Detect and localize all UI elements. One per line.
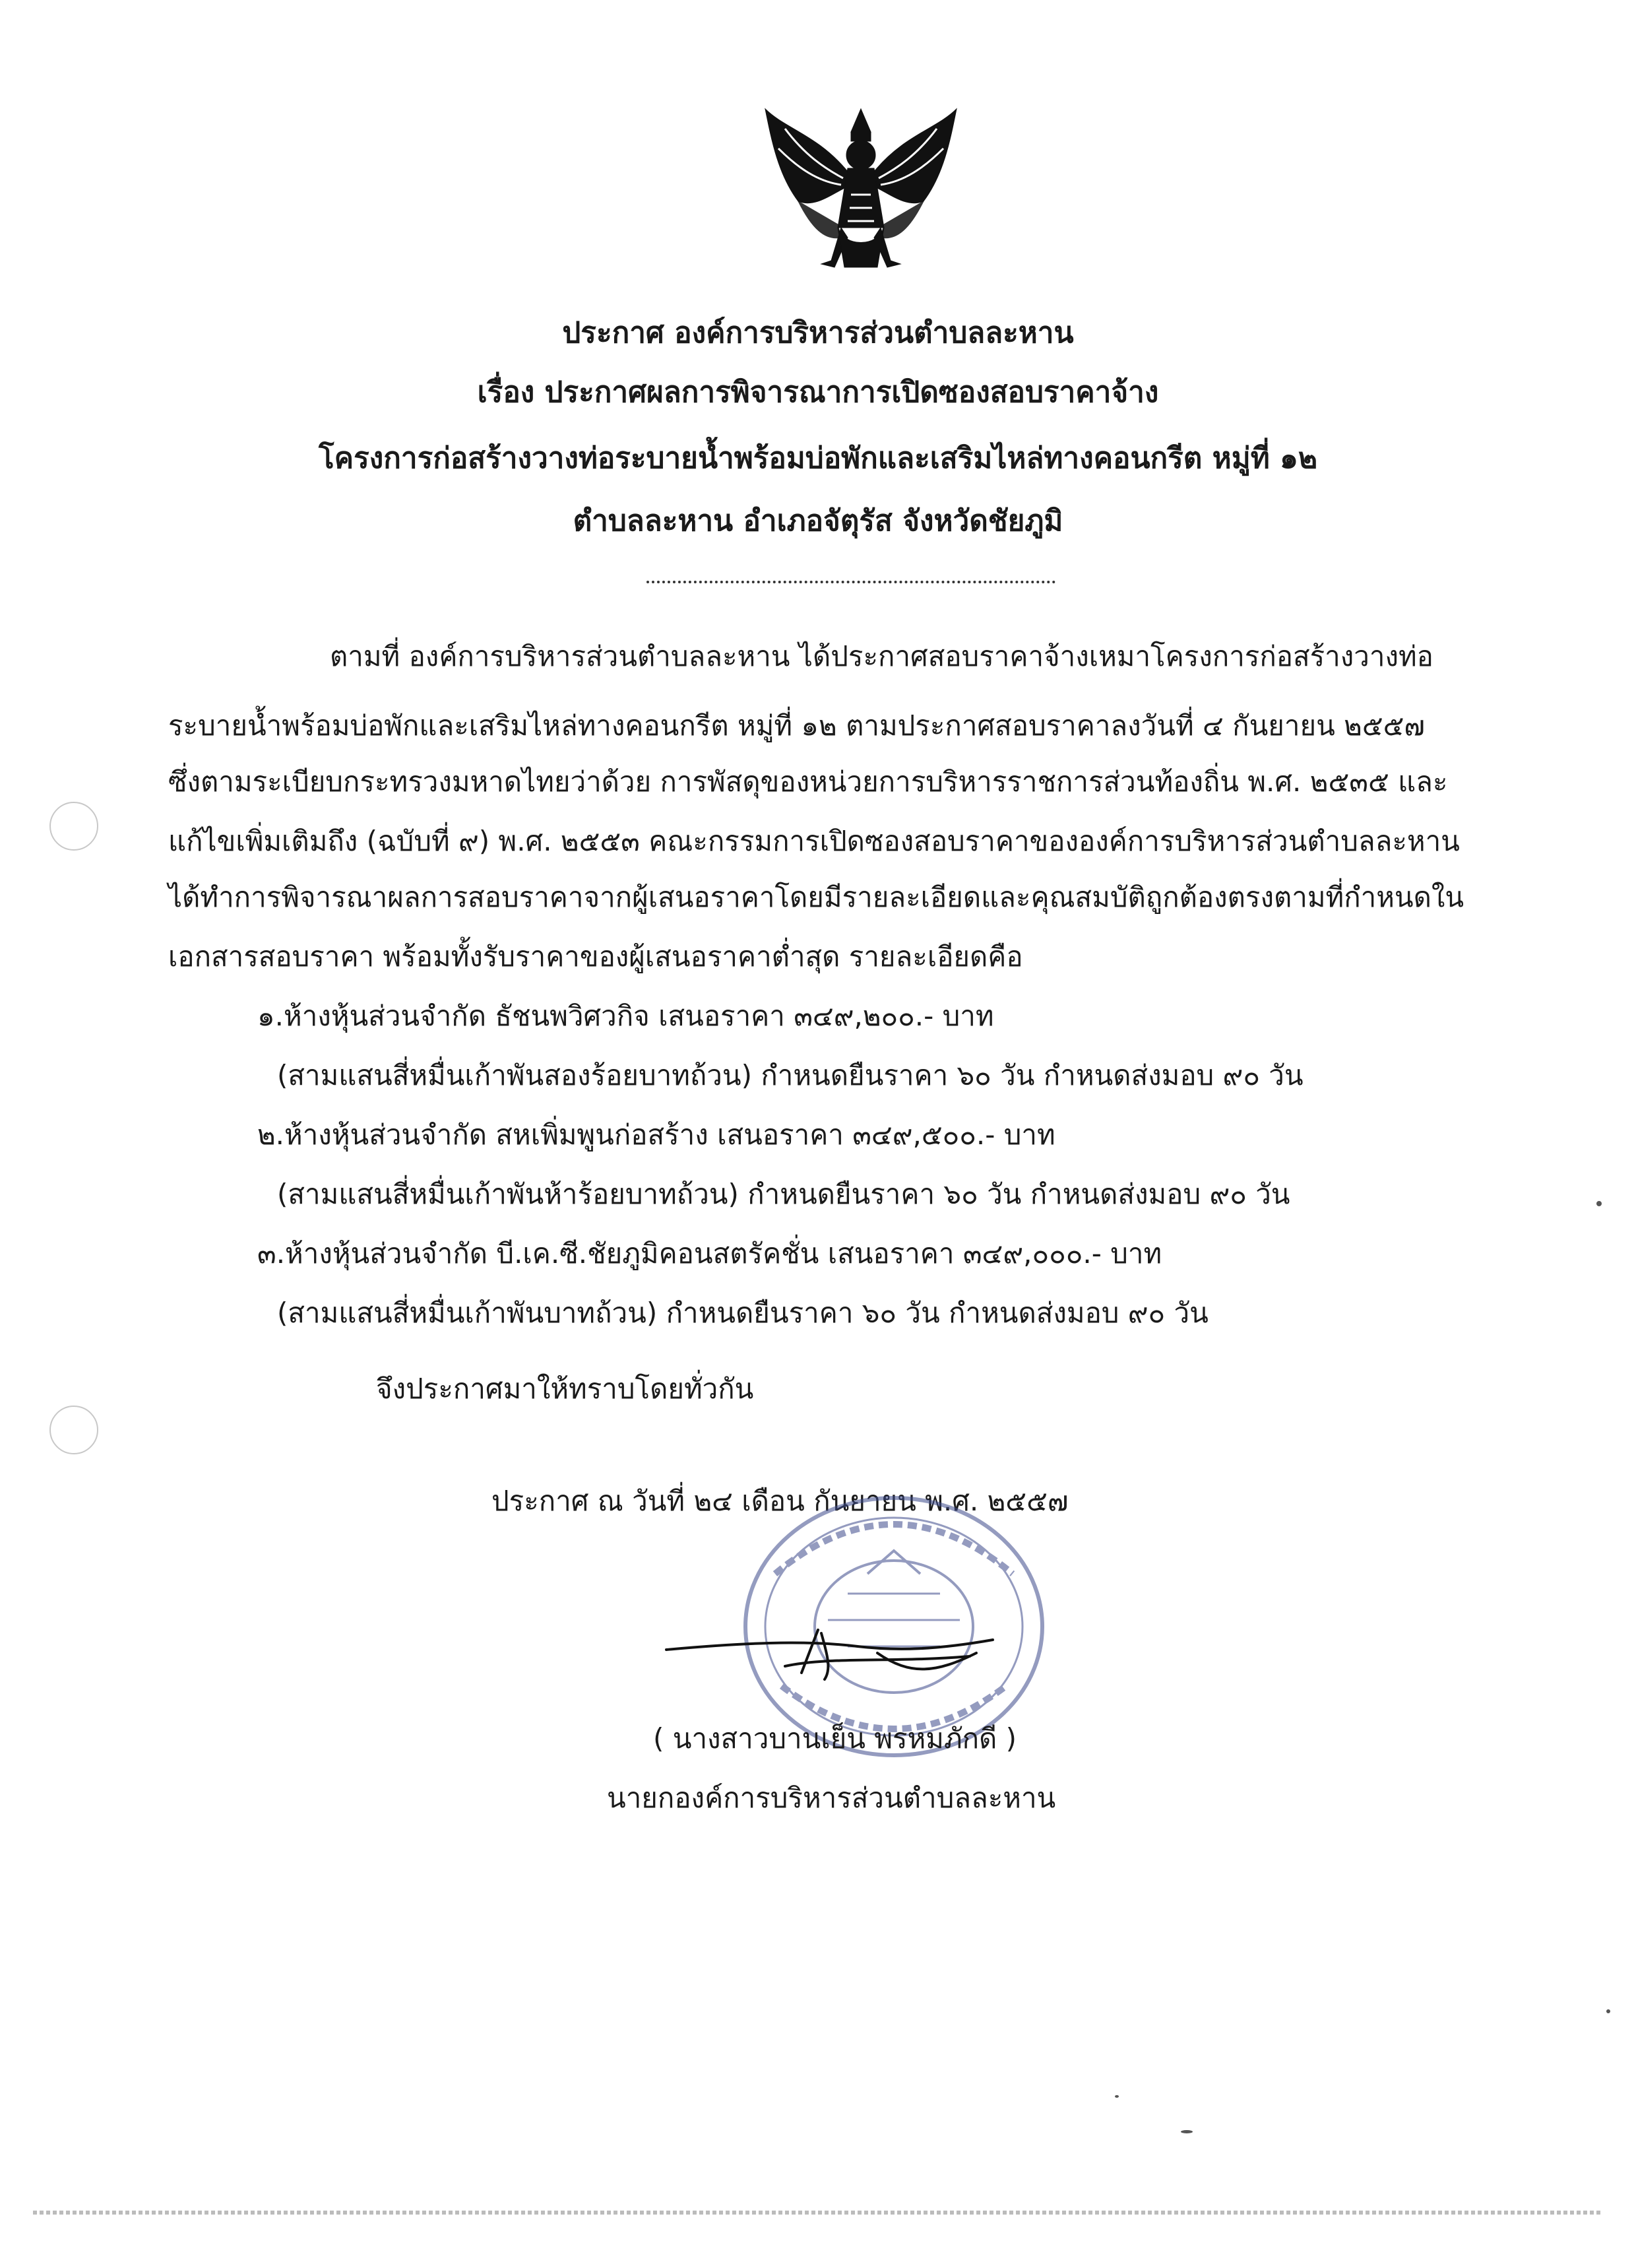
bidder-2-detail: (สามแสนสี่หมื่นเก้าพันห้าร้อยบาทถ้วน) กำหนดยืนราคา ๖๐ วัน กำหนดส่งมอบ ๙๐ วัน xyxy=(277,1178,1290,1210)
closing-statement: จึงประกาศมาให้ทราบโดยทั่วกัน xyxy=(376,1373,754,1405)
location-line: ตำบลละหาน อำเภอจัตุรัส จังหวัดชัยภูมิ xyxy=(573,504,1063,538)
scan-speck xyxy=(1596,1201,1602,1206)
scan-speck xyxy=(1115,2095,1119,2098)
signer-name: ( นางสาวบานเย็น พรหมภักดี ) xyxy=(653,1722,1017,1755)
dotted-divider xyxy=(646,574,1055,583)
bidder-3-line: ๓.ห้างหุ้นส่วนจำกัด บี.เค.ซี.ชัยภูมิคอนสตรัคชั่น เสนอราคา ๓๔๙,๐๐๐.- บาท xyxy=(257,1237,1162,1270)
scan-speck xyxy=(1181,2130,1193,2133)
bidder-1-detail: (สามแสนสี่หมื่นเก้าพันสองร้อยบาทถ้วน) กำหนดยืนราคา ๖๐ วัน กำหนดส่งมอบ ๙๐ วัน xyxy=(277,1059,1304,1091)
project-title: โครงการก่อสร้างวางท่อระบายน้ำพร้อมบ่อพักและเสริมไหล่ทางคอนกรีต หมู่ที่ ๑๒ xyxy=(319,441,1317,475)
bidder-2-line: ๒.ห้างหุ้นส่วนจำกัด สหเพิ่มพูนก่อสร้าง เสนอราคา ๓๔๙,๕๐๐.- บาท xyxy=(257,1118,1055,1151)
announcement-date: ประกาศ ณ วันที่ ๒๔ เดือน กันยายน พ.ศ. ๒๕๕๗ xyxy=(491,1485,1069,1517)
garuda-emblem-icon xyxy=(759,96,963,287)
body-paragraph-line: เอกสารสอบราคา พร้อมทั้งรับราคาของผู้เสนอราคาต่ำสุด รายละเอียดคือ xyxy=(168,940,1023,973)
bidder-1-line: ๑.ห้างหุ้นส่วนจำกัด ธัชนพวิศวกิจ เสนอราคา ๓๔๙,๒๐๐.- บาท xyxy=(257,1000,994,1032)
body-paragraph-line: แก้ไขเพิ่มเติมถึง (ฉบับที่ ๙) พ.ศ. ๒๕๕๓ คณะกรรมการเปิดซองสอบราคาขององค์การบริหารส่วนตำบลละหาน xyxy=(168,825,1460,857)
announcement-heading: ประกาศ องค์การบริหารส่วนตำบลละหาน xyxy=(562,316,1074,350)
body-paragraph-line: ระบายน้ำพร้อมบ่อพักและเสริมไหล่ทางคอนกรีต หมู่ที่ ๑๒ ตามประกาศสอบราคาลงวันที่ ๔ กันยายน ๒๕๕๗ xyxy=(168,709,1425,742)
punch-hole-mark xyxy=(49,802,98,851)
body-paragraph-line: ตามที่ องค์การบริหารส่วนตำบลละหาน ได้ประกาศสอบราคาจ้างเหมาโครงการก่อสร้างวางท่อ xyxy=(330,640,1433,672)
signer-title: นายกองค์การบริหารส่วนตำบลละหาน xyxy=(607,1782,1056,1814)
signature-mark xyxy=(660,1617,1003,1689)
bidder-3-detail: (สามแสนสี่หมื่นเก้าพันบาทถ้วน) กำหนดยืนราคา ๖๐ วัน กำหนดส่งมอบ ๙๐ วัน xyxy=(277,1297,1209,1329)
body-paragraph-line: ซึ่งตามระเบียบกระทรวงมหาดไทยว่าด้วย การพัสดุของหน่วยการบริหารราชการส่วนท้องถิ่น พ.ศ. ๒๕๓๕ และ xyxy=(168,765,1448,798)
scan-speck xyxy=(1606,2009,1610,2013)
body-paragraph-line: ได้ทำการพิจารณาผลการสอบราคาจากผู้เสนอราคาโดยมีรายละเอียดและคุณสมบัติถูกต้องตรงตามที่กำหนดใน xyxy=(168,881,1464,913)
subject-line: เรื่อง ประกาศผลการพิจารณาการเปิดซองสอบราคาจ้าง xyxy=(477,375,1159,409)
scan-edge-band xyxy=(33,2211,1603,2215)
punch-hole-mark xyxy=(49,1406,98,1454)
